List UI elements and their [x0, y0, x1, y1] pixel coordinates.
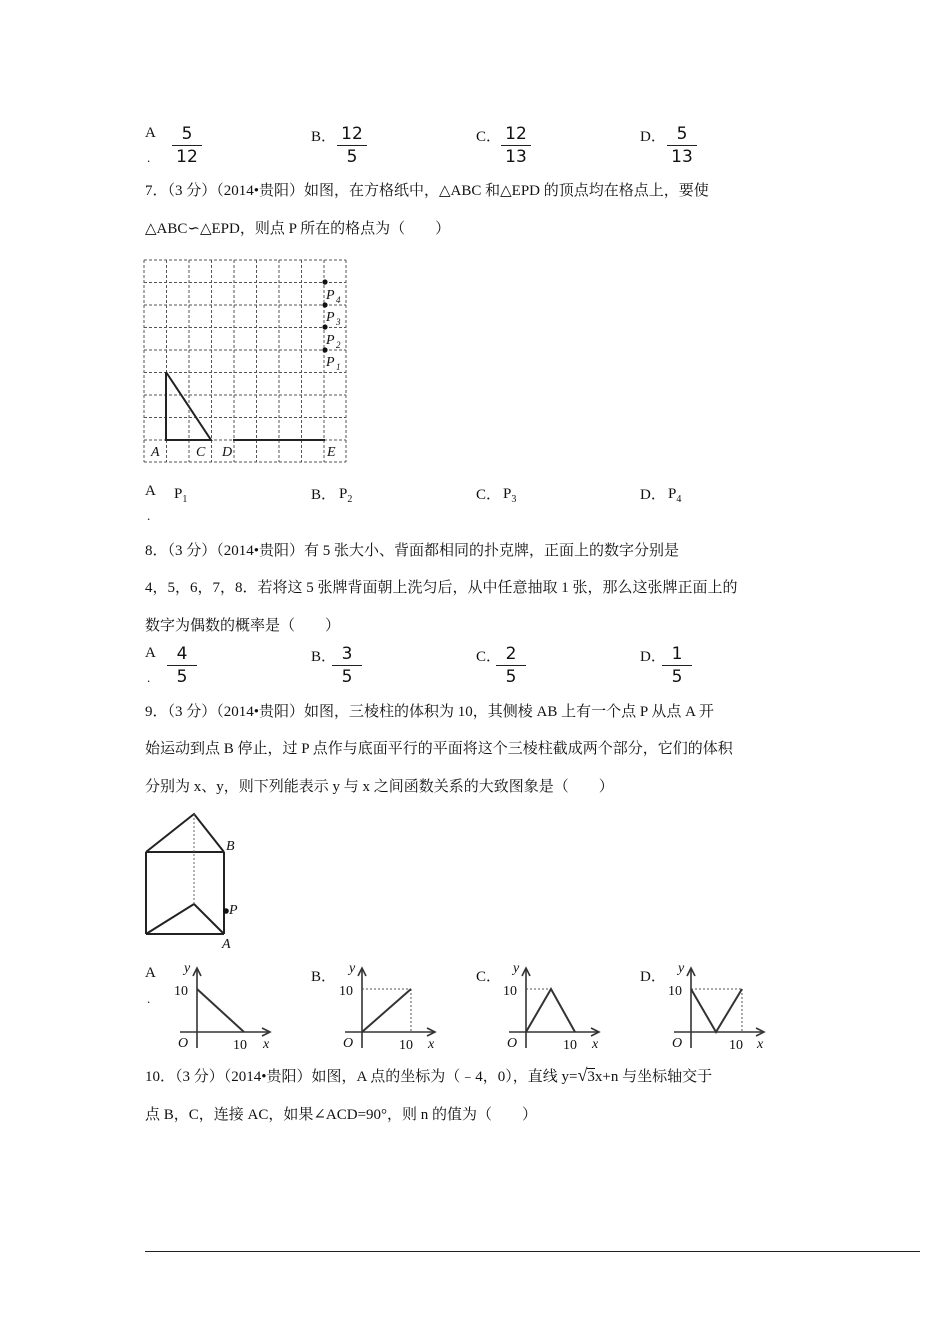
- q6-option-d-letter: D．: [640, 129, 666, 145]
- label-c: C: [196, 445, 206, 460]
- x-axis-label: x: [428, 1037, 435, 1052]
- q6-option-c-letter: C．: [476, 129, 502, 145]
- q8-option-d-fraction: 1 5: [660, 644, 694, 687]
- q7-option-c-letter: C．: [476, 487, 502, 503]
- q7-option-d-text: $P_4$: [668, 486, 682, 505]
- label-b: B: [226, 839, 235, 854]
- q9-stem-line-3: 分别为 x、y，则下列能表示 y 与 x 之间函数关系的大致图象是（ ）: [145, 779, 614, 795]
- q10-line1-post: x+n 与坐标轴交于: [594, 1069, 713, 1085]
- graph-a-line: [197, 989, 244, 1032]
- origin-label: O: [343, 1036, 354, 1051]
- q9-option-a-dot: .: [147, 991, 151, 1006]
- page-footer-divider: [145, 1251, 920, 1252]
- q8-option-c-letter: C．: [476, 649, 502, 665]
- q10-line1-pre: 10．（3 分）（2014•贵阳）如图，A 点的坐标为（﹣4，0），直线 y=: [145, 1069, 578, 1085]
- q8-stem-line-3: 数字为偶数的概率是（ ）: [145, 618, 341, 634]
- q9-prism-figure: [140, 808, 250, 954]
- graph-b-line: [362, 989, 411, 1032]
- y-axis-label: y: [349, 961, 356, 976]
- q7-option-a-dot: .: [147, 508, 151, 523]
- q6-option-b-fraction: 12 5: [335, 124, 369, 167]
- x-axis-label: x: [592, 1037, 599, 1052]
- label-p3-sub: 3: [336, 317, 341, 327]
- y-tick-10: 10: [339, 984, 353, 999]
- q6-option-a-fraction: 5 12: [170, 124, 204, 167]
- label-a: A: [222, 937, 231, 952]
- origin-label: O: [672, 1036, 683, 1051]
- q7-grid-figure: [140, 256, 352, 466]
- label-d: D: [222, 445, 233, 460]
- sqrt-icon: √: [577, 1065, 588, 1085]
- q7-option-a-letter: A: [145, 483, 156, 499]
- q7-stem-line-1: 7．（3 分）（2014•贵阳）如图，在方格纸中，△ABC 和△EPD 的顶点均在格点上，要使: [145, 183, 709, 199]
- q7-option-b-letter: B．: [311, 487, 337, 503]
- q7-option-b-text: $P_2$: [339, 486, 353, 505]
- q6-option-c-fraction: 12 13: [499, 124, 533, 167]
- q9-option-d-letter: D．: [640, 969, 666, 985]
- label-p1: P: [326, 355, 335, 370]
- y-axis-label: y: [513, 961, 520, 976]
- graph-d-line: [691, 989, 742, 1032]
- q6-option-a-dot: .: [147, 150, 151, 165]
- q9-stem-line-2: 始运动到点 B 停止，过 P 点作与底面平行的平面将这个三棱柱截成两个部分，它们的体积: [145, 741, 733, 757]
- q9-option-a-letter: A: [145, 965, 156, 981]
- q10-stem-line-2: 点 B，C，连接 AC，如果∠ACD=90°，则 n 的值为（ ）: [145, 1107, 538, 1123]
- origin-label: O: [507, 1036, 518, 1051]
- q9-graph-c: [497, 958, 605, 1056]
- q8-option-b-letter: B．: [311, 649, 337, 665]
- q9-option-b-letter: B．: [311, 969, 337, 985]
- q8-option-a-letter: A: [145, 645, 156, 661]
- label-p2-sub: 2: [336, 340, 341, 350]
- y-tick-10: 10: [174, 984, 188, 999]
- q6-option-d-fraction: 5 13: [665, 124, 699, 167]
- q9-option-c-letter: C．: [476, 969, 502, 985]
- label-p1-sub: 1: [336, 362, 341, 372]
- label-e: E: [327, 445, 336, 460]
- origin-label: O: [178, 1036, 189, 1051]
- q7-option-c-text: $P_3$: [503, 486, 517, 505]
- x-axis-label: x: [757, 1037, 764, 1052]
- y-tick-10: 10: [503, 984, 517, 999]
- q8-option-a-fraction: 4 5: [165, 644, 199, 687]
- q6-option-b-letter: B．: [311, 129, 337, 145]
- x-axis-label: x: [263, 1037, 270, 1052]
- q7-option-a-text: $P_1$: [174, 486, 188, 505]
- q8-option-b-fraction: 3 5: [330, 644, 364, 687]
- q8-option-c-fraction: 2 5: [494, 644, 528, 687]
- label-p: P: [229, 903, 238, 918]
- sqrt-radicand: 3: [587, 1069, 595, 1085]
- q9-graph-d: [662, 958, 770, 1056]
- label-p4: P: [326, 288, 335, 303]
- q9-graph-b: [333, 958, 441, 1056]
- label-p2: P: [326, 333, 335, 348]
- x-tick-10: 10: [563, 1038, 577, 1053]
- y-axis-label: y: [678, 961, 685, 976]
- y-axis-label: y: [184, 961, 191, 976]
- q10-stem-line-1: [145, 1065, 712, 1086]
- x-tick-10: 10: [399, 1038, 413, 1053]
- label-a: A: [151, 445, 160, 460]
- q9-stem-line-1: 9．（3 分）（2014•贵阳）如图，三棱柱的体积为 10，其侧棱 AB 上有一个点 P 从点 A 开: [145, 704, 714, 720]
- q9-graph-a: [168, 958, 276, 1056]
- x-tick-10: 10: [729, 1038, 743, 1053]
- q8-option-d-letter: D．: [640, 649, 666, 665]
- graph-c-line: [526, 989, 575, 1032]
- label-p3: P: [326, 310, 335, 325]
- q7-stem-line-2: △ABC∽△EPD，则点 P 所在的格点为（ ）: [145, 221, 451, 237]
- y-tick-10: 10: [668, 984, 682, 999]
- q7-option-d-letter: D．: [640, 487, 666, 503]
- x-tick-10: 10: [233, 1038, 247, 1053]
- label-p4-sub: 4: [336, 295, 341, 305]
- q8-stem-line-1: 8．（3 分）（2014•贵阳）有 5 张大小、背面都相同的扑克牌，正面上的数字分别是: [145, 543, 680, 559]
- q6-option-a-letter: A: [145, 125, 156, 141]
- q8-stem-line-2: 4，5，6，7，8．若将这 5 张牌背面朝上洗匀后，从中任意抽取 1 张，那么这张牌正面上的: [145, 580, 738, 596]
- q8-option-a-dot: .: [147, 670, 151, 685]
